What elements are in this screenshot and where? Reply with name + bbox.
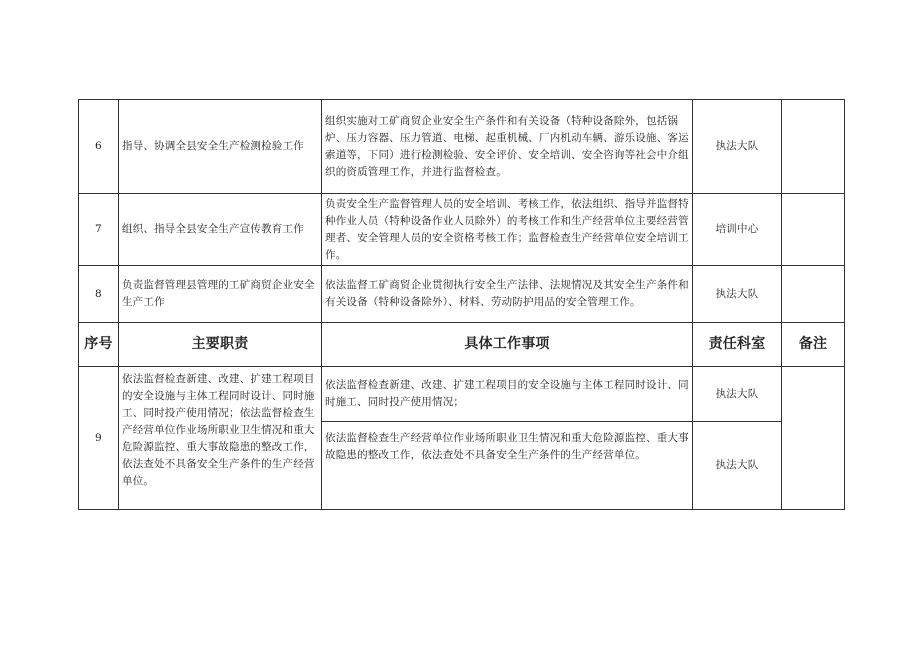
remark-cell — [782, 100, 845, 194]
header-number: 序号 — [79, 323, 119, 367]
main-duty-cell: 依法监督检查新建、改建、扩建工程项目的安全设施与主体工程同时设计、同时施工、同时投产使用情况；依法监督检查生产经营单位作业场所职业卫生情况和重大危险源监控、重大事故隐患的整改工作，依法查处不具备安全生产条件的生产经营单位。 — [119, 367, 322, 510]
department-cell: 执法大队 — [693, 100, 782, 194]
remark-cell — [782, 194, 845, 266]
row-number: 7 — [79, 194, 119, 266]
department-cell: 执法大队 — [693, 266, 782, 323]
main-duty-cell: 负责监督管理县管理的工矿商贸企业安全生产工作 — [119, 266, 322, 323]
header-department: 责任科室 — [693, 323, 782, 367]
row-number: 8 — [79, 266, 119, 323]
header-remark: 备注 — [782, 323, 845, 367]
table-row — [79, 194, 845, 266]
work-item-cell: 依法监督检查新建、改建、扩建工程项目的安全设施与主体工程同时设计、同时施工、同时投产使用情况； — [322, 367, 693, 422]
remark-cell — [782, 266, 845, 323]
work-item-cell: 依法监督工矿商贸企业贯彻执行安全生产法律、法规情况及其安全生产条件和有关设备（特种设备除外）、材料、劳动防护用品的安全管理工作。 — [322, 266, 693, 323]
duty-table — [78, 99, 845, 510]
remark-cell — [782, 367, 845, 510]
header-main-duty: 主要职责 — [119, 323, 322, 367]
header-work-items: 具体工作事项 — [322, 323, 693, 367]
row-number: 6 — [79, 100, 119, 194]
table-row — [79, 100, 845, 194]
department-cell: 执法大队 — [693, 367, 782, 422]
department-cell: 培训中心 — [693, 194, 782, 266]
table-row — [79, 367, 845, 422]
work-item-cell: 依法监督检查生产经营单位作业场所职业卫生情况和重大危险源监控、重大事故隐患的整改工作，依法查处不具备安全生产条件的生产经营单位。 — [322, 422, 693, 510]
row-number: 9 — [79, 367, 119, 510]
table-header-row — [79, 323, 845, 367]
main-duty-cell: 指导、协调全县安全生产检测检验工作 — [119, 100, 322, 194]
department-cell: 执法大队 — [693, 422, 782, 510]
work-item-cell: 组织实施对工矿商贸企业安全生产条件和有关设备（特种设备除外，包括锅炉、压力容器、压力管道、电梯、起重机械、厂内机动车辆、游乐设施、客运索道等，下同）进行检测检验、安全评价、安全培训、安全咨询等社会中介组织的资质管理工作，并进行监督检查。 — [322, 100, 693, 194]
table-row — [79, 266, 845, 323]
work-item-cell: 负责安全生产监督管理人员的安全培训、考核工作，依法组织、指导并监督特种作业人员（特种设备作业人员除外）的考核工作和生产经营单位主要经营管理者、安全管理人员的安全资格考核工作；监督检查生产经营单位安全培训工作。 — [322, 194, 693, 266]
main-duty-cell: 组织、指导全县安全生产宣传教育工作 — [119, 194, 322, 266]
